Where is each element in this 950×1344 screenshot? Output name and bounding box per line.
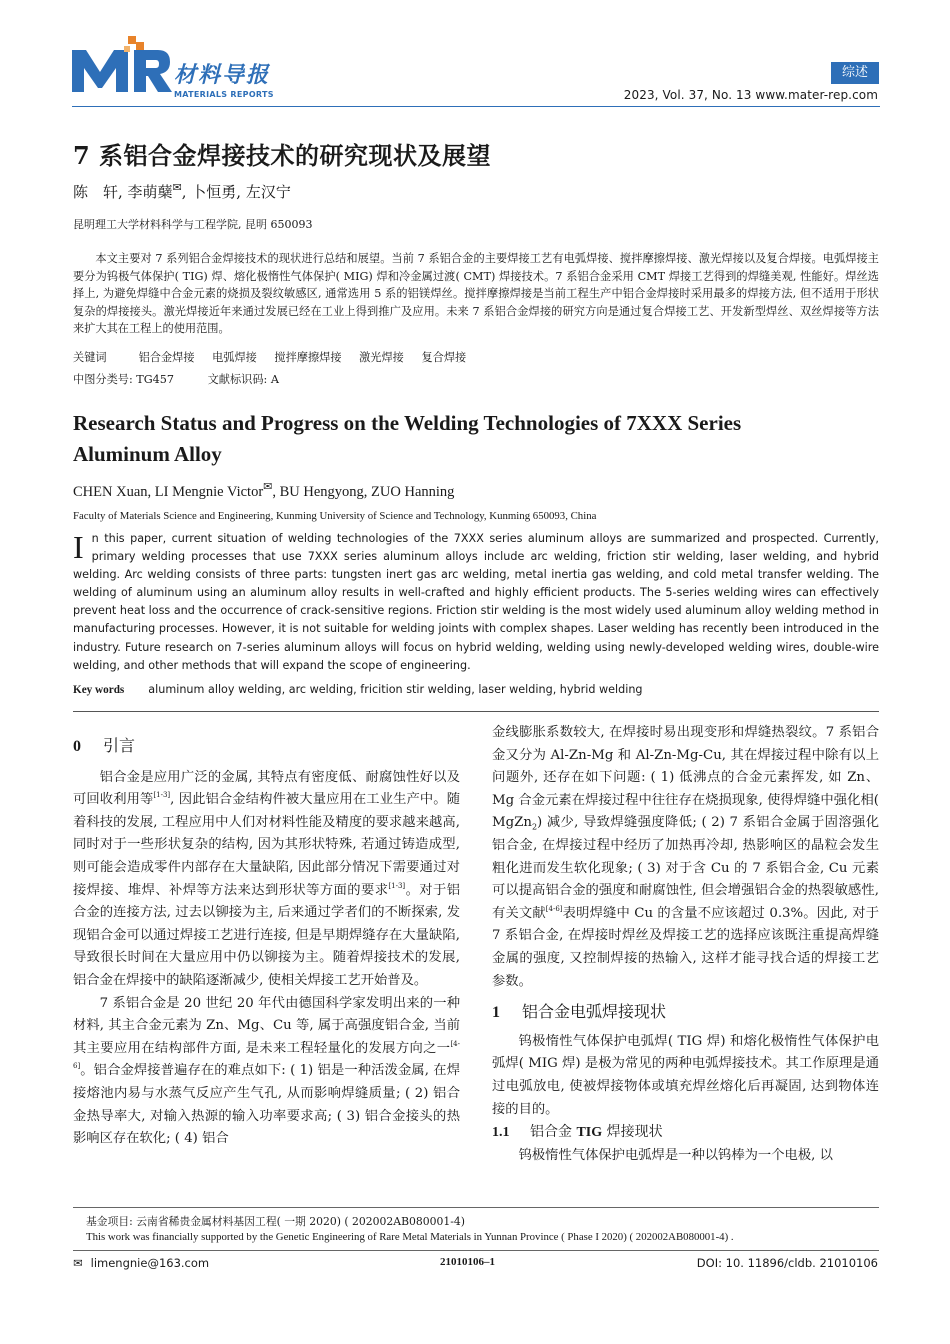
paragraph: 铝合金是应用广泛的金属, 其特点有密度低、耐腐蚀性好以及可回收利用等[1-3], 因此铝合金结构件被大量应用在工业生产中。随着科技的发展, 工程应用中人们对材料性能及精度的要求越来越高, 同时对于一些形状复杂的结构, 因为其形状特殊, 若通过铸造成型, 则可能会造成零件内部存在大量缺陷, 因此部分情况下需要通过对接焊接、堆焊、补焊等方法来达到形状等方面的要求[1-3]。对于铝合金的连接方法, 过去以铆接为主, 后来通过学者们的不断探索, 发现铝合金可以通过焊接工艺进行连接, 但是早期焊缝存在大量缺陷, 导致很长时间在大量应用中仍以铆接为主。随着焊接技术的发展, 铝合金在焊接中的缺陷逐渐减少, 使相关焊接工艺开始普及。 (73, 769, 461, 988)
section-heading (73, 735, 460, 759)
section-number: 1 (492, 1004, 500, 1022)
section-heading (492, 1001, 879, 1025)
citation[interactable]: [1-3] (388, 881, 406, 890)
footer-divider (73, 1250, 879, 1251)
abstract-dropcap: I (73, 529, 84, 565)
article-title-en: Research Status and Progress on the Welding Technologies of 7XXX Series Aluminum Alloy (73, 411, 742, 466)
paragraph: 金线膨胀系数较大, 在焊接时易出现变形和焊缝热裂纹。7 系铝合金又分为 Al-Zn-Mg 和 Al-Zn-Mg-Cu, 其在焊接过程中除有以上问题外, 还存在如下问题: ( 1) 低沸点的合金元素挥发, 如 Zn、Mg 合金元素在焊接过程中往往存在烧损现象, 使得焊缝中强化相( MgZn$_2$) 减少, 导致焊缝强度降低; ( 2) 7 系铝合金属于固溶强化铝合金, 在焊接过程中经历了加热再冷却, 热影响区的晶粒会发生粗化进而发生软化现象; ( 3) 对于含 Cu 的 7 系铝合金, Cu 元素可以提高铝合金的强度和耐腐蚀性, 但会增强铝合金的热裂敏感性, 有关文献[4-6]表明焊缝中 Cu 的含量不应该超过 0.3%。因此, 对于 7 系铝合金, 在焊接时焊丝及焊接工艺的选择应该既注重提高焊缝金属的强度, 又控制焊接的热输入, 这样才能寻找合适的焊接工艺参数。 (492, 725, 880, 989)
keyword-cn: 搅拌摩擦焊接 (274, 351, 342, 364)
paragraph: 7 系铝合金是 20 世纪 20 年代由德国科学家发明出来的一种材料, 其主合金元素为 Zn、Mg、Cu 等, 属于高强度铝合金, 当前其主要应用在结构部件方面, 是未来工程轻量化的发展方向之一[4-6]。铝合金焊接普遍存在的难点如下: ( 1) 铝是一种活泼金属, 在焊接熔池内易与水蒸气反应产生气孔, 从而影响焊缝质量; ( 2) 铝合金热导率大, 对输入热源的输入功率要求高; ( 3) 铝合金接头的热影响区存在软化; ( 4) 铝合 (73, 995, 460, 1147)
authors-cn-rest: , 卜恒勇, 左汉宁 (181, 183, 291, 201)
keywords-en-list: aluminum alloy welding, arc welding, fricition stir welding, laser welding, hybrid welding (148, 683, 643, 696)
abstract-en (73, 530, 879, 675)
footnote-divider (73, 1207, 879, 1208)
citation[interactable]: [4-6] (73, 1039, 460, 1071)
email-address[interactable]: limengnie@163.com (90, 1256, 210, 1270)
keyword-cn: 电弧焊接 (212, 351, 257, 364)
journal-logo (70, 32, 290, 104)
page-id: 21010106–1 (440, 1256, 495, 1268)
article-title-cn: 7 系铝合金焊接技术的研究现状及展望 (73, 141, 492, 170)
section-title: 引言 (103, 736, 136, 755)
abstract-cn: 本文主要对 7 系列铝合金焊接技术的现状进行总结和展望。当前 7 系铝合金的主要焊接工艺有电弧焊接、搅拌摩擦焊接、激光焊接以及复合焊接。电弧焊接主要分为钨极气体保护( TIG) 焊、熔化极惰性气体保护( MIG) 焊和冷金属过渡( CMT) 焊接技术。7 系铝合金采用 CMT 焊接工艺得到的焊缝美观, 性能好。焊丝选择上, 为避免焊缝中合金元素的烧损及裂纹敏感区, 通常选用 5 系的铝镁焊丝。搅拌摩擦焊接是当前工程生产中铝合金焊接时采用最多的焊接方法, 但不适用于形状复杂的焊接接头。激光焊接近年来通过发展已经在工业上得到推广及应用。未来 7 系铝合金焊接的研究方向是通过复合焊接工艺、开发新型焊丝、双丝焊接等方法来扩大其在工程上的使用范围。 (73, 252, 879, 336)
citation[interactable]: [4-6] (545, 904, 563, 913)
body-column-left (73, 735, 460, 1151)
section-number: 0 (73, 738, 81, 755)
section-badge: 综述 (831, 62, 879, 84)
section-divider (73, 711, 879, 712)
classification-cn: 中图分类号: TG457 文献标识码: A (73, 373, 279, 386)
funding-en: This work was financially supported by the Genetic Engineering of Rare Metal Materials in Yunnan Province ( Phase I 2020) ( 202002AB080001-4) . (86, 1231, 734, 1243)
affiliation-cn: 昆明理工大学材料科学与工程学院, 昆明 650093 (73, 218, 313, 231)
doi[interactable]: DOI: 10. 11896/cldb. 21010106 (696, 1256, 878, 1270)
keywords-cn (73, 349, 480, 365)
header-divider (72, 106, 880, 107)
corresponding-email[interactable] (73, 1256, 209, 1270)
keywords-label-cn: 关键词 (73, 351, 107, 364)
keywords-label-en: Key words (73, 684, 125, 696)
logo-text-cn: 材料导报 (174, 62, 271, 88)
funding-cn: 基金项目: 云南省稀贵金属材料基因工程( 一期 2020) ( 202002AB080001-4) (86, 1215, 465, 1228)
affiliation-en: Faculty of Materials Science and Engineering, Kunming University of Science and Technology, Kunming 650093, China (73, 510, 597, 522)
authors-en-main: CHEN Xuan, LI Mengnie Victor (73, 484, 264, 500)
paragraph: 钨极惰性气体保护电弧焊( TIG 焊) 和熔化极惰性气体保护电弧焊( MIG 焊) 是极为常见的两种电弧焊接技术。其工作原理是通过电弧放电, 使被焊接物体或填充焊丝熔化后再凝固, 达到物体连接的目的。 (492, 1033, 879, 1117)
email-icon: ✉ (73, 1256, 83, 1270)
authors-cn (73, 181, 291, 202)
keyword-cn: 复合焊接 (421, 351, 467, 364)
keyword-cn: 激光焊接 (359, 351, 404, 364)
citation[interactable]: [1-3] (153, 791, 171, 800)
abstract-en-text: n this paper, current situation of welding technologies of the 7XXX series aluminum alloys are summarized and prospected. Currently, primary welding processes that use 7XXX series aluminum alloys include arc welding, friction stir welding, laser welding, and hybrid welding. Arc welding consists of three parts: tungsten inert gas arc welding, metal inertia gas welding, and cold metal transfer welding. The welding of aluminum using an aluminum alloy results in well-crafted and highly efficient products. The 5-series welding wires can effectively prevent heat loss and the occurrence of crack-sensitive regions. Friction stir welding is the most widely used aluminum alloy welding method in manufacturing processes. However, it is not suitable for welding joints with complex shapes. Laser welding has recently been introduced in the industry. Future research on 7-series aluminum alloys will focus on hybrid welding, welding using newly-developed welding wires, double-wire welding, and other methods that will expand the scope of engineering. (73, 532, 879, 672)
authors-en (73, 480, 454, 501)
issue-info: 2023, Vol. 37, No. 13 www.mater-rep.com (623, 88, 878, 102)
paragraph: 钨极惰性气体保护电弧焊是一种以钨棒为一个电极, 以 (518, 1147, 833, 1163)
keyword-cn: 铝合金焊接 (138, 351, 195, 364)
subsection-heading: 1.1 铝合金 TIG 焊接现状 (492, 1121, 879, 1145)
authors-en-rest: , BU Hengyong, ZUO Hanning (272, 484, 455, 500)
email-icon[interactable]: ✉ (172, 181, 182, 194)
subsection-number: 1.1 (492, 1125, 510, 1141)
email-icon[interactable]: ✉ (263, 481, 273, 493)
logo-text-en: MATERIALS REPORTS (174, 90, 274, 99)
keywords-en (73, 683, 643, 696)
authors-cn-main: 陈 轩, 李萌蘖 (73, 183, 173, 201)
section-title: 铝合金电弧焊接现状 (522, 1002, 667, 1022)
body-column-right (492, 722, 879, 1167)
